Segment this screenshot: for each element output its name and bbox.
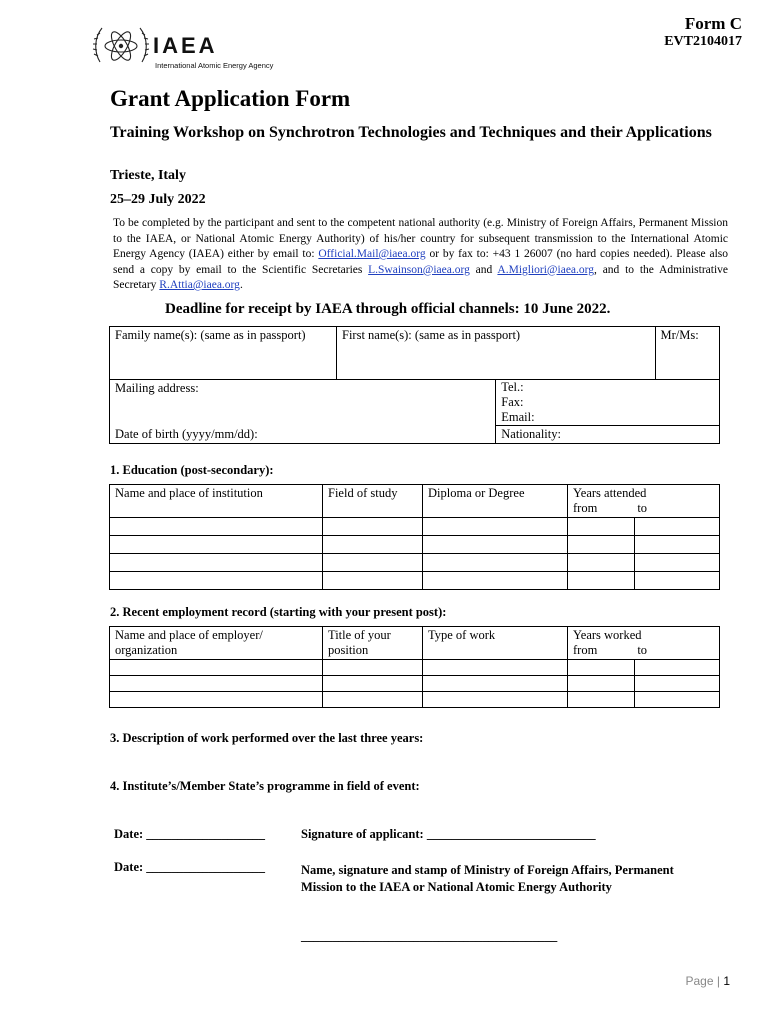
- logo-text: IAEA: [153, 33, 218, 58]
- attia-email-link[interactable]: R.Attia@iaea.org: [159, 279, 240, 291]
- to-label: to: [637, 643, 648, 657]
- column-header: Years worked: [573, 628, 642, 642]
- mailing-address-field[interactable]: [110, 380, 496, 426]
- page-footer: [685, 974, 730, 988]
- employment-col-employer: [110, 627, 323, 660]
- tel-label: Tel.:: [501, 380, 524, 394]
- instructions-text: , and to the Administrative Secretary: [113, 263, 729, 291]
- event-title: Training Workshop on Synchrotron Technologies and Techniques and their Applications: [110, 124, 712, 141]
- page-separator: |: [716, 974, 720, 988]
- family-name-field[interactable]: [110, 327, 337, 380]
- page-title: Grant Application Form: [110, 86, 351, 111]
- title-label: Mr/Ms:: [660, 328, 699, 342]
- employment-table: [109, 626, 720, 708]
- logo-subtitle: International Atomic Energy Agency: [155, 61, 274, 70]
- column-header: Title of your position: [328, 628, 391, 657]
- column-header: Type of work: [428, 628, 496, 642]
- date-of-birth-label: Date of birth (yyyy/mm/dd):: [115, 426, 258, 441]
- column-header: Field of study: [328, 486, 398, 500]
- first-name-field[interactable]: [337, 327, 656, 380]
- first-name-label: First name(s): (same as in passport): [342, 328, 521, 342]
- contact-field[interactable]: [496, 380, 720, 426]
- column-header: Years attended: [573, 486, 647, 500]
- date-of-birth-field[interactable]: [110, 426, 496, 444]
- iaea-logo-icon: [92, 22, 150, 70]
- column-header: Diploma or Degree: [428, 486, 525, 500]
- employment-col-years: [568, 627, 720, 660]
- table-row[interactable]: [110, 660, 720, 676]
- mailing-address-label: Mailing address:: [115, 381, 199, 395]
- column-header: Name and place of institution: [115, 486, 263, 500]
- email-label: Email:: [501, 410, 535, 424]
- instructions-text: To be completed by the participant and sent to the competent national authority (e.g. Ministry of Foreign Affairs, Permanent Mission to the IAEA, or National Atomic Energy Authority) of his/her country for subsequent transmission to the International Atomic Energy Agency (IAEA) either by email to:: [113, 217, 728, 260]
- to-label: to: [637, 501, 648, 515]
- applicant-signature-line[interactable]: Signature of applicant: ___________________________: [301, 827, 596, 841]
- programme-heading: 4. Institute’s/Member State’s programme in field of event:: [110, 779, 420, 793]
- table-row[interactable]: [110, 554, 720, 572]
- education-col-diploma: [423, 485, 568, 518]
- page-number: 1: [723, 974, 730, 988]
- ministry-signature-line[interactable]: _________________________________________: [301, 929, 558, 943]
- education-col-field: [323, 485, 423, 518]
- page-label: Page: [685, 974, 714, 988]
- family-name-label: Family name(s): (same as in passport): [115, 328, 306, 342]
- title-field[interactable]: [655, 327, 720, 380]
- deadline-notice: Deadline for receipt by IAEA through official channels: 10 June 2022.: [165, 301, 611, 317]
- form-label: Form C: [684, 14, 742, 33]
- nationality-field[interactable]: [496, 426, 720, 444]
- instructions-text: and: [469, 263, 498, 276]
- date-line-1[interactable]: Date: ___________________: [114, 827, 266, 841]
- instructions-text: .: [239, 279, 243, 291]
- employment-col-work: [423, 627, 568, 660]
- table-row[interactable]: [110, 536, 720, 554]
- ministry-signature-label: Name, signature and stamp of Ministry of Foreign Affairs, Permanent Mission to the IAEA or National Atomic Energy Authority: [301, 863, 674, 894]
- event-location: Trieste, Italy: [110, 168, 186, 183]
- table-row[interactable]: [110, 676, 720, 692]
- nationality-label: Nationality:: [501, 427, 561, 441]
- employment-heading: 2. Recent employment record (starting with your present post):: [110, 605, 447, 619]
- official-mail-link[interactable]: Official.Mail@iaea.org: [318, 248, 426, 260]
- table-row[interactable]: [110, 518, 720, 536]
- instructions-text: or by fax to: +43 1 26007 (no hard copies needed). Please also send a copy by email to the Scientific Secretaries: [113, 248, 729, 276]
- fax-label: Fax:: [501, 395, 524, 409]
- education-col-institution: [110, 485, 323, 518]
- personal-details-table: [109, 326, 720, 444]
- work-description-heading: 3. Description of work performed over the last three years:: [110, 731, 424, 745]
- date-line-2[interactable]: Date: ___________________: [114, 860, 266, 874]
- from-label: from: [573, 643, 598, 657]
- event-dates: 25–29 July 2022: [110, 192, 206, 207]
- swainson-email-link[interactable]: L.Swainson@iaea.org: [368, 263, 470, 276]
- employment-col-position: [323, 627, 423, 660]
- instructions: [113, 216, 728, 294]
- from-label: from: [573, 501, 598, 515]
- column-header: Name and place of employer/ organization: [115, 628, 263, 657]
- education-table: [109, 484, 720, 590]
- education-heading: 1. Education (post-secondary):: [110, 463, 274, 477]
- form-code: EVT2104017: [664, 34, 742, 49]
- education-col-years: [568, 485, 720, 518]
- table-row[interactable]: [110, 572, 720, 590]
- migliori-email-link[interactable]: A.Migliori@iaea.org: [497, 263, 595, 276]
- table-row[interactable]: [110, 692, 720, 708]
